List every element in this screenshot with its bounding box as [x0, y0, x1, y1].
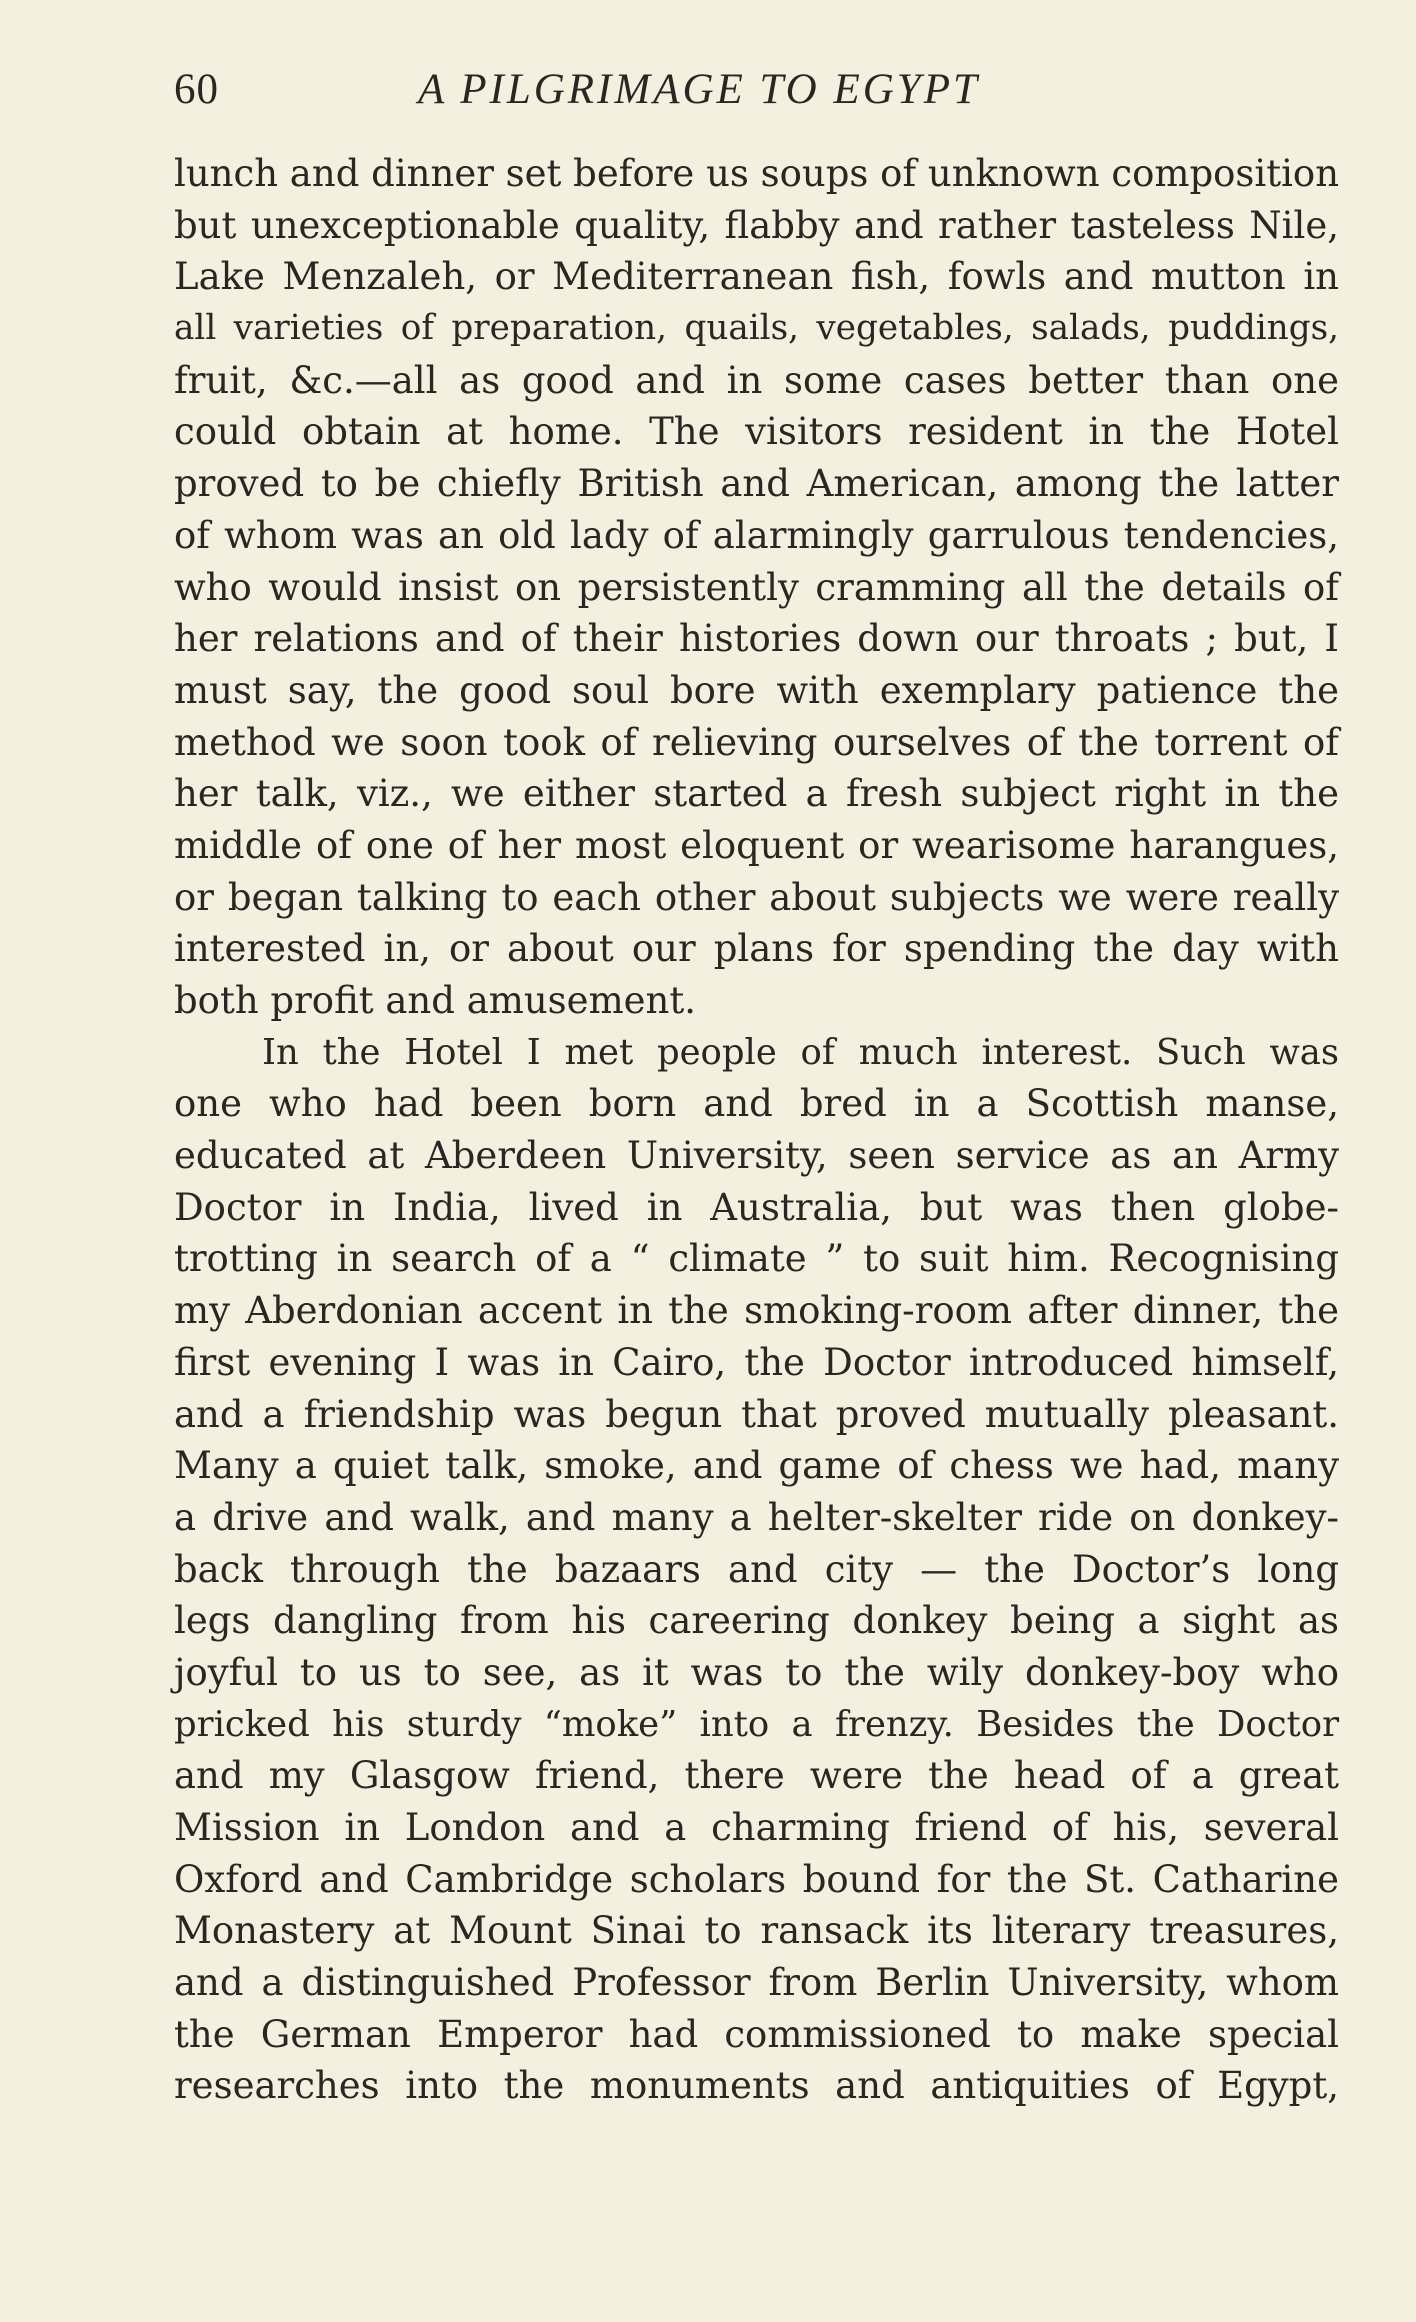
- body-text: [174, 148, 1339, 2112]
- text-line: Many a quiet talk, smoke, and game of chess we had, many: [174, 1444, 1339, 1488]
- text-line: the German Emperor had commissioned to make special: [174, 2012, 1339, 2056]
- text-line: pricked his sturdy “moke” into a frenzy. Besides the Doctor: [174, 1703, 1339, 1745]
- text-line: her relations and of their histories down our throats ; but, I: [174, 617, 1339, 661]
- text-line: middle of one of her most eloquent or wearisome harangues,: [174, 823, 1339, 867]
- text-line: educated at Aberdeen University, seen service as an Army: [174, 1134, 1339, 1178]
- text-line: In the Hotel I met people of much interest. Such was: [262, 1031, 1339, 1073]
- text-line: fruit, &c.—all as good and in some cases better than one: [174, 358, 1339, 402]
- running-head: [174, 60, 1108, 120]
- text-line: joyful to us to see, as it was to the wily donkey-boy who: [174, 1650, 1339, 1694]
- text-line: Oxford and Cambridge scholars bound for the St. Catharine: [174, 1857, 1339, 1901]
- text-line: must say, the good soul bore with exemplary patience the: [174, 668, 1339, 712]
- text-line: and my Glasgow friend, there were the head of a great: [174, 1754, 1339, 1798]
- text-line: interested in, or about our plans for spending the day with: [174, 927, 1339, 971]
- text-line: back through the bazaars and city — the Doctor’s long: [174, 1547, 1339, 1591]
- text-line: researches into the monuments and antiquities of Egypt,: [174, 2064, 1339, 2108]
- text-line: of whom was an old lady of alarmingly garrulous tendencies,: [174, 513, 1339, 557]
- text-line: Monastery at Mount Sinai to ransack its literary treasures,: [174, 1909, 1339, 1953]
- text-line: a drive and walk, and many a helter-skelter ride on donkey-: [174, 1495, 1339, 1539]
- text-line: proved to be chiefly British and American, among the latter: [174, 462, 1339, 506]
- page-number: 60: [174, 66, 219, 113]
- text-line: Lake Menzaleh, or Mediterranean fish, fowls and mutton in: [174, 255, 1339, 299]
- text-line: Doctor in India, lived in Australia, but was then globe-: [174, 1185, 1339, 1229]
- text-line: my Aberdonian accent in the smoking-room after dinner, the: [174, 1289, 1339, 1333]
- text-line: both profit and amusement.: [174, 979, 697, 1022]
- text-line: and a friendship was begun that proved mutually pleasant.: [174, 1392, 1339, 1436]
- text-line: trotting in search of a “ climate ” to suit him. Recognising: [174, 1237, 1339, 1281]
- text-line: who would insist on persistently cramming all the details of: [174, 565, 1339, 609]
- running-title: A PILGRIMAGE TO EGYPT: [418, 66, 980, 113]
- text-line: all varieties of preparation, quails, vegetables, salads, puddings,: [174, 308, 1339, 349]
- text-line: legs dangling from his careering donkey being a sight as: [174, 1599, 1339, 1643]
- text-line: or began talking to each other about subjects we were really: [174, 875, 1339, 919]
- text-line: and a distinguished Professor from Berlin University, whom: [174, 1961, 1339, 2005]
- text-line: her talk, viz., we either started a fresh subject right in the: [174, 772, 1339, 816]
- text-line: first evening I was in Cairo, the Doctor introduced himself,: [174, 1340, 1339, 1384]
- text-line: could obtain at home. The visitors resident in the Hotel: [174, 410, 1339, 454]
- text-line: one who had been born and bred in a Scottish manse,: [174, 1082, 1339, 1126]
- text-line: but unexceptionable quality, flabby and rather tasteless Nile,: [174, 203, 1339, 247]
- text-line: Mission in London and a charming friend of his, several: [174, 1806, 1339, 1849]
- text-line: method we soon took of relieving ourselves of the torrent of: [174, 720, 1339, 764]
- text-line: lunch and dinner set before us soups of unknown composition: [174, 152, 1340, 195]
